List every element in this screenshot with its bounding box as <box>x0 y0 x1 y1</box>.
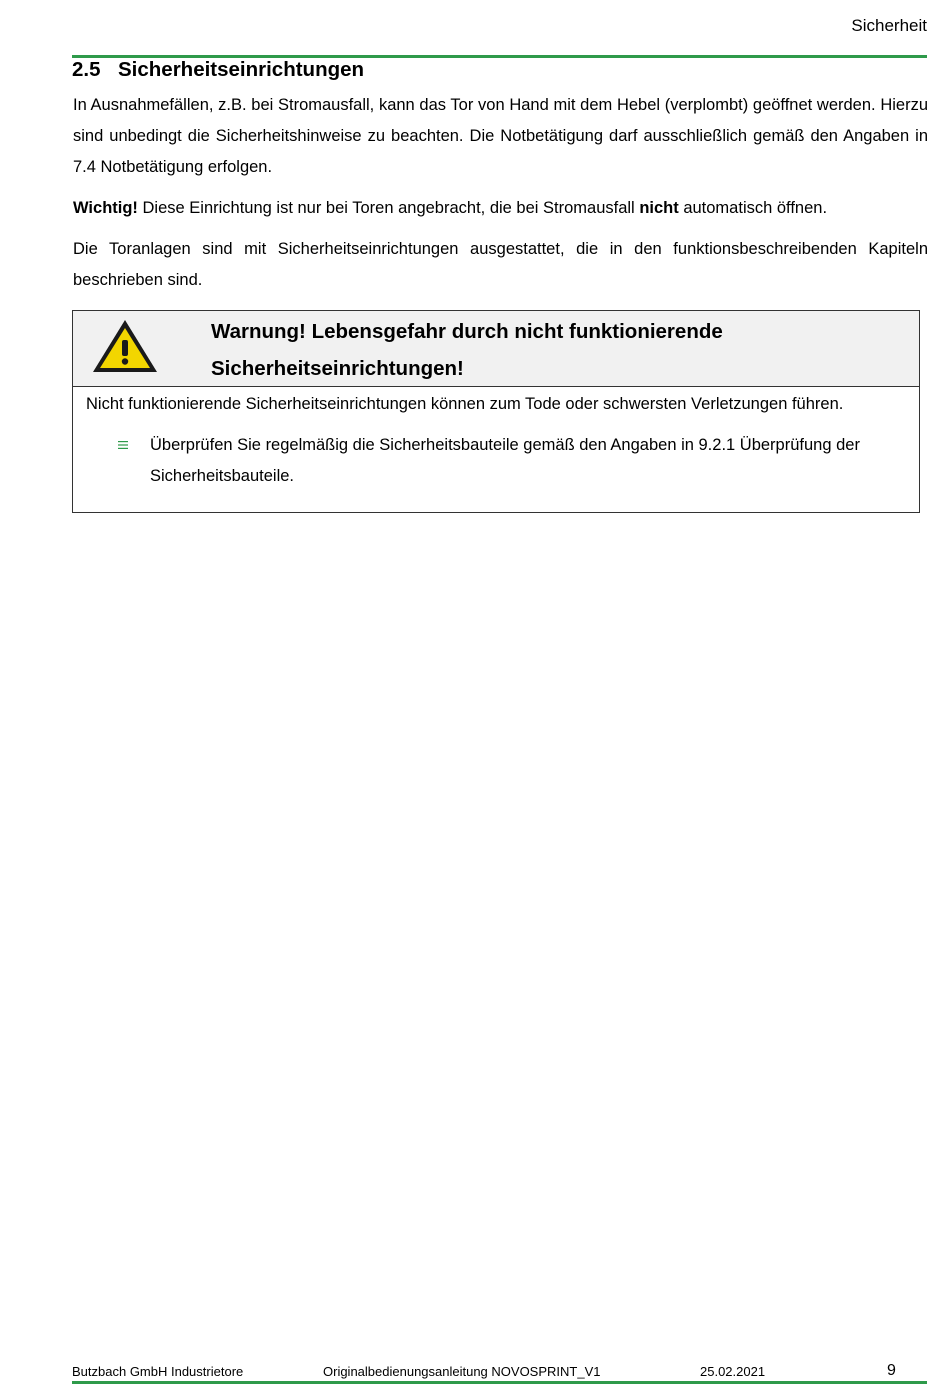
footer-manual-title: Originalbedienungsanleitung NOVOSPRINT_V1 <box>323 1364 601 1379</box>
paragraph-important-note <box>73 193 928 224</box>
important-text-1: Diese Einrichtung ist nur bei Toren angebracht, die bei Stromausfall <box>137 199 640 217</box>
footer-rule <box>72 1381 927 1384</box>
paragraph-emergency-operation: In Ausnahmefällen, z.B. bei Stromausfall, kann das Tor von Hand mit dem Hebel (verplombt) geöffnet werden. Hierzu sind unbedingt die Sicherheitshinweise zu beachten. Die Notbetätigung darf ausschließlich gemäß den Angaben in 7.4 Notbetätigung erfolgen. <box>73 96 928 176</box>
important-label: Wichtig! <box>73 199 138 217</box>
paragraph-safety-devices: Die Toranlagen sind mit Sicherheitseinrichtungen ausgestattet, die in den funktionsbeschreibenden Kapiteln beschrieben sind. <box>73 240 928 289</box>
warning-triangle-icon <box>91 318 159 374</box>
footer-page-number: 9 <box>887 1362 896 1379</box>
warning-action-text: Überprüfen Sie regelmäßig die Sicherheitsbauteile gemäß den Angaben in 9.2.1 Überprüfung der Sicherheitsbauteile. <box>150 436 860 485</box>
section-number: 2.5 <box>72 58 101 81</box>
page-header-chapter: Sicherheit <box>851 16 927 35</box>
important-emphasis: nicht <box>639 199 679 217</box>
footer-company: Butzbach GmbH Industrietore <box>72 1364 244 1379</box>
important-text-2: automatisch öffnen. <box>678 199 828 217</box>
warning-body: Nicht funktionierende Sicherheitseinrichtungen können zum Tode oder schwersten Verletzungen führen. <box>86 395 844 413</box>
section-title: Sicherheitseinrichtungen <box>118 58 365 81</box>
section-heading <box>72 58 364 82</box>
footer-date: 25.02.2021 <box>700 1364 766 1379</box>
warning-header <box>73 311 919 387</box>
warning-title: Warnung! Lebensgefahr durch nicht funktionierende Sicherheitseinrichtungen! <box>211 320 723 380</box>
list-bullet-icon <box>117 439 129 451</box>
warning-box <box>72 310 920 513</box>
